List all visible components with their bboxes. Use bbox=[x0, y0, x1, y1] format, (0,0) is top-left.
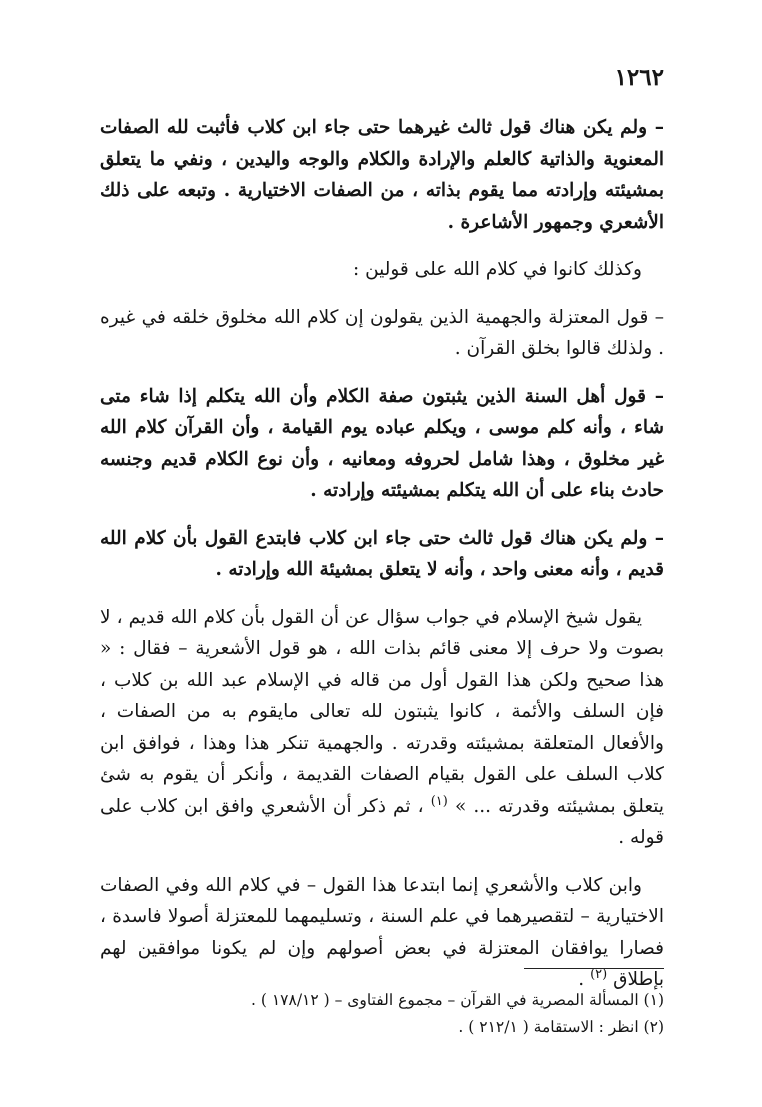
quote-text: يقول شيخ الإسلام في جواب سؤال عن أن القول بأن كلام الله قديم ، لا بصوت ولا حرف إلا معنى قائم بذات الله ، هو قول الأشعرية – فقال : « هذا صحيح ولكن هذا القول أول من قاله في الإسلام عبد الله بن كلاب ، فإن السلف والأئمة ، كانوا يثبتون لله تعالى مايقوم به من الصفات ، والأفعال المتعلقة بمشيئته وقدرته . والجهمية تنكر هذا وهذا ، فوافق ابن كلاب السلف على القول بقيام الصفات القديمة ، وأنكر أن يقوم به شئ يتعلق بمشيئته وقدرته ... » bbox=[100, 606, 665, 817]
page-number: ١٢٦٢ bbox=[614, 64, 664, 91]
paragraph-sheikh-quote bbox=[100, 602, 664, 854]
footnote-1: (١) المسألة المصرية في القرآن – مجموع الفتاوى – ( ١٧٨/١٢ ) . bbox=[251, 991, 664, 1009]
quote-tail: ، ثم ذكر أن الأشعري وافق ابن كلاب على قوله . bbox=[100, 795, 664, 848]
conclusion-text: وابن كلاب والأشعري إنما ابتدعا هذا القول – في كلام الله وفي الصفات الاختيارية – لتقصيرهما في علم السنة ، وتسليمهما للمعتزلة أصولا فاسدة ، فصارا يوافقان المعتزلة في بعض أصولهم وإن لم يكونا موافقين لهم بإطلاق bbox=[100, 874, 664, 990]
paragraph-ibn-kullab-attributes: – ولم يكن هناك قول ثالث غيرهما حتى جاء ابن كلاب فأثبت لله الصفات المعنوية والذاتية كالعلم والإرادة والكلام والوجه واليدين ، ونفي ما يتعلق بمشيئته وإرادته مما يقوم بذاته ، من الصفات الاختيارية . وتبعه على ذلك الأشعري وجمهور الأشاعرة . bbox=[100, 117, 664, 233]
footnote-divider bbox=[524, 968, 664, 969]
conclusion-tail: . bbox=[578, 969, 585, 990]
footnote-ref-2[interactable]: (٢) bbox=[590, 966, 608, 982]
footnote-2: (٢) انظر : الاستقامة ( ٢١٢/١ ) . bbox=[458, 1018, 664, 1036]
paragraph-mutazila-view: – قول المعتزلة والجهمية الذين يقولون إن كلام الله مخلوق خلقه في غيره . ولذلك قالوا بخلق القرآن . bbox=[100, 306, 664, 359]
paragraph-speech-two-views: وكذلك كانوا في كلام الله على قولين : bbox=[352, 259, 642, 280]
paragraph-ibn-kullab-innovation: – ولم يكن هناك قول ثالث حتى جاء ابن كلاب فابتدع القول بأن كلام الله قديم ، وأنه معنى واحد ، وأنه لا يتعلق بمشيئة الله وإرادته . bbox=[100, 527, 664, 580]
main-text bbox=[100, 112, 664, 996]
paragraph-conclusion bbox=[100, 870, 664, 996]
footnote-ref-1[interactable]: (١) bbox=[430, 793, 448, 809]
footnotes bbox=[100, 987, 664, 1041]
paragraph-ahl-sunnah-view: – قول أهل السنة الذين يثبتون صفة الكلام وأن الله يتكلم إذا شاء متى شاء ، وأنه كلم موسى ، ويكلم عباده يوم القيامة ، وأن القرآن كلام الله غير مخلوق ، وهذا شامل لحروفه ومعانيه ، وأن نوع الكلام قديم وجنسه حادث بناء على أن الله يتكلم بمشيئته وإرادته . bbox=[100, 385, 664, 501]
